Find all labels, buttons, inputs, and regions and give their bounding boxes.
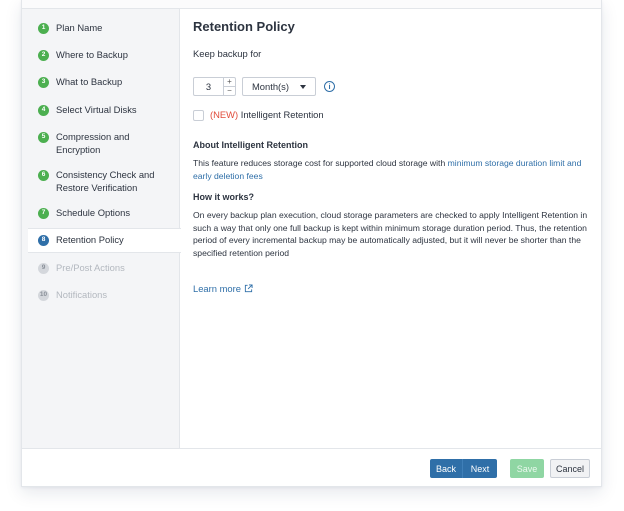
period-unit-value: Month(s) — [252, 81, 289, 92]
sidebar-item-label: What to Backup — [56, 76, 123, 87]
retention-policy-panel — [181, 9, 602, 448]
step-number-badge: 8 — [38, 235, 49, 246]
storage-duration-link[interactable]: minimum storage duration limit and early deletion fees — [193, 158, 582, 181]
sidebar-item-label: Compression and Encryption — [56, 131, 130, 155]
step-number-badge: 5 — [38, 132, 49, 143]
sidebar-item-label: Pre/Post Actions — [56, 262, 125, 273]
page-title: Retention Policy — [193, 19, 295, 34]
sidebar-item-where-to-backup[interactable] — [28, 49, 180, 62]
how-it-works-heading: How it works? — [193, 192, 255, 202]
increment-button[interactable]: + — [224, 78, 235, 87]
period-stepper[interactable] — [193, 77, 236, 96]
sidebar-item-label: Consistency Check and Restore Verification — [56, 169, 155, 193]
step-number-badge: 3 — [38, 77, 49, 88]
sidebar-item-select-virtual-disks[interactable] — [28, 104, 180, 117]
sidebar-item-schedule-options[interactable] — [28, 207, 180, 220]
info-icon[interactable]: i — [324, 81, 335, 92]
checkbox-label-text: Intelligent Retention — [240, 109, 324, 120]
step-number-badge: 4 — [38, 105, 49, 116]
save-button[interactable]: Save — [510, 459, 544, 478]
next-button[interactable]: Next — [463, 459, 497, 478]
step-number-badge: 1 — [38, 23, 49, 34]
sidebar-item-label: Schedule Options — [56, 207, 131, 218]
sidebar-item-consistency-check[interactable] — [28, 169, 178, 194]
step-number-badge: 6 — [38, 170, 49, 181]
navigation-button-group — [430, 459, 497, 478]
sidebar-item-label: Notifications — [56, 289, 108, 300]
about-description — [193, 157, 598, 182]
stepper-arrows — [223, 78, 235, 95]
sidebar-item-notifications — [28, 289, 180, 302]
about-heading: About Intelligent Retention — [193, 140, 308, 150]
step-number-badge: 2 — [38, 50, 49, 61]
sidebar-item-label: Select Virtual Disks — [56, 104, 137, 115]
wizard-sidebar — [22, 9, 180, 448]
learn-more-label: Learn more — [193, 283, 241, 294]
keep-backup-label: Keep backup for — [193, 48, 262, 59]
window-top-strip — [22, 0, 601, 9]
how-it-works-description: On every backup plan execution, cloud storage parameters are checked to apply Intelligent Retention in such a way that only one full backup is kept within minimum storage duration period. Thus, the retention period of every incremental backup may be automatically adjusted, but it will never be shorter than the specified retention period — [193, 210, 588, 258]
sidebar-item-retention-policy[interactable] — [28, 228, 181, 253]
decrement-button[interactable]: − — [227, 86, 232, 95]
chevron-down-icon — [300, 85, 306, 89]
sidebar-item-plan-name[interactable] — [28, 22, 180, 35]
sidebar-item-label: Retention Policy — [56, 234, 124, 246]
external-link-icon — [244, 284, 253, 293]
sidebar-item-what-to-backup[interactable] — [28, 76, 180, 89]
cancel-button[interactable]: Cancel — [550, 459, 590, 478]
period-value[interactable]: 3 — [205, 81, 212, 92]
intelligent-retention-label[interactable] — [210, 109, 324, 120]
sidebar-item-compression-encryption[interactable] — [28, 131, 158, 156]
backup-wizard-window — [21, 0, 602, 487]
back-button[interactable]: Back — [430, 459, 463, 478]
sidebar-item-label: Where to Backup — [56, 49, 128, 60]
sidebar-item-label: Plan Name — [56, 22, 103, 33]
about-text: This feature reduces storage cost for supported cloud storage with — [193, 158, 446, 168]
step-number-badge: 7 — [38, 208, 49, 219]
sidebar-item-pre-post-actions — [28, 262, 180, 275]
step-number-badge: 10 — [38, 290, 49, 301]
step-number-badge: 9 — [38, 263, 49, 274]
learn-more-link[interactable] — [193, 283, 253, 294]
period-unit-select[interactable] — [242, 77, 316, 96]
new-badge: (NEW) — [210, 109, 239, 120]
intelligent-retention-checkbox[interactable] — [193, 110, 204, 121]
wizard-footer — [22, 448, 602, 487]
